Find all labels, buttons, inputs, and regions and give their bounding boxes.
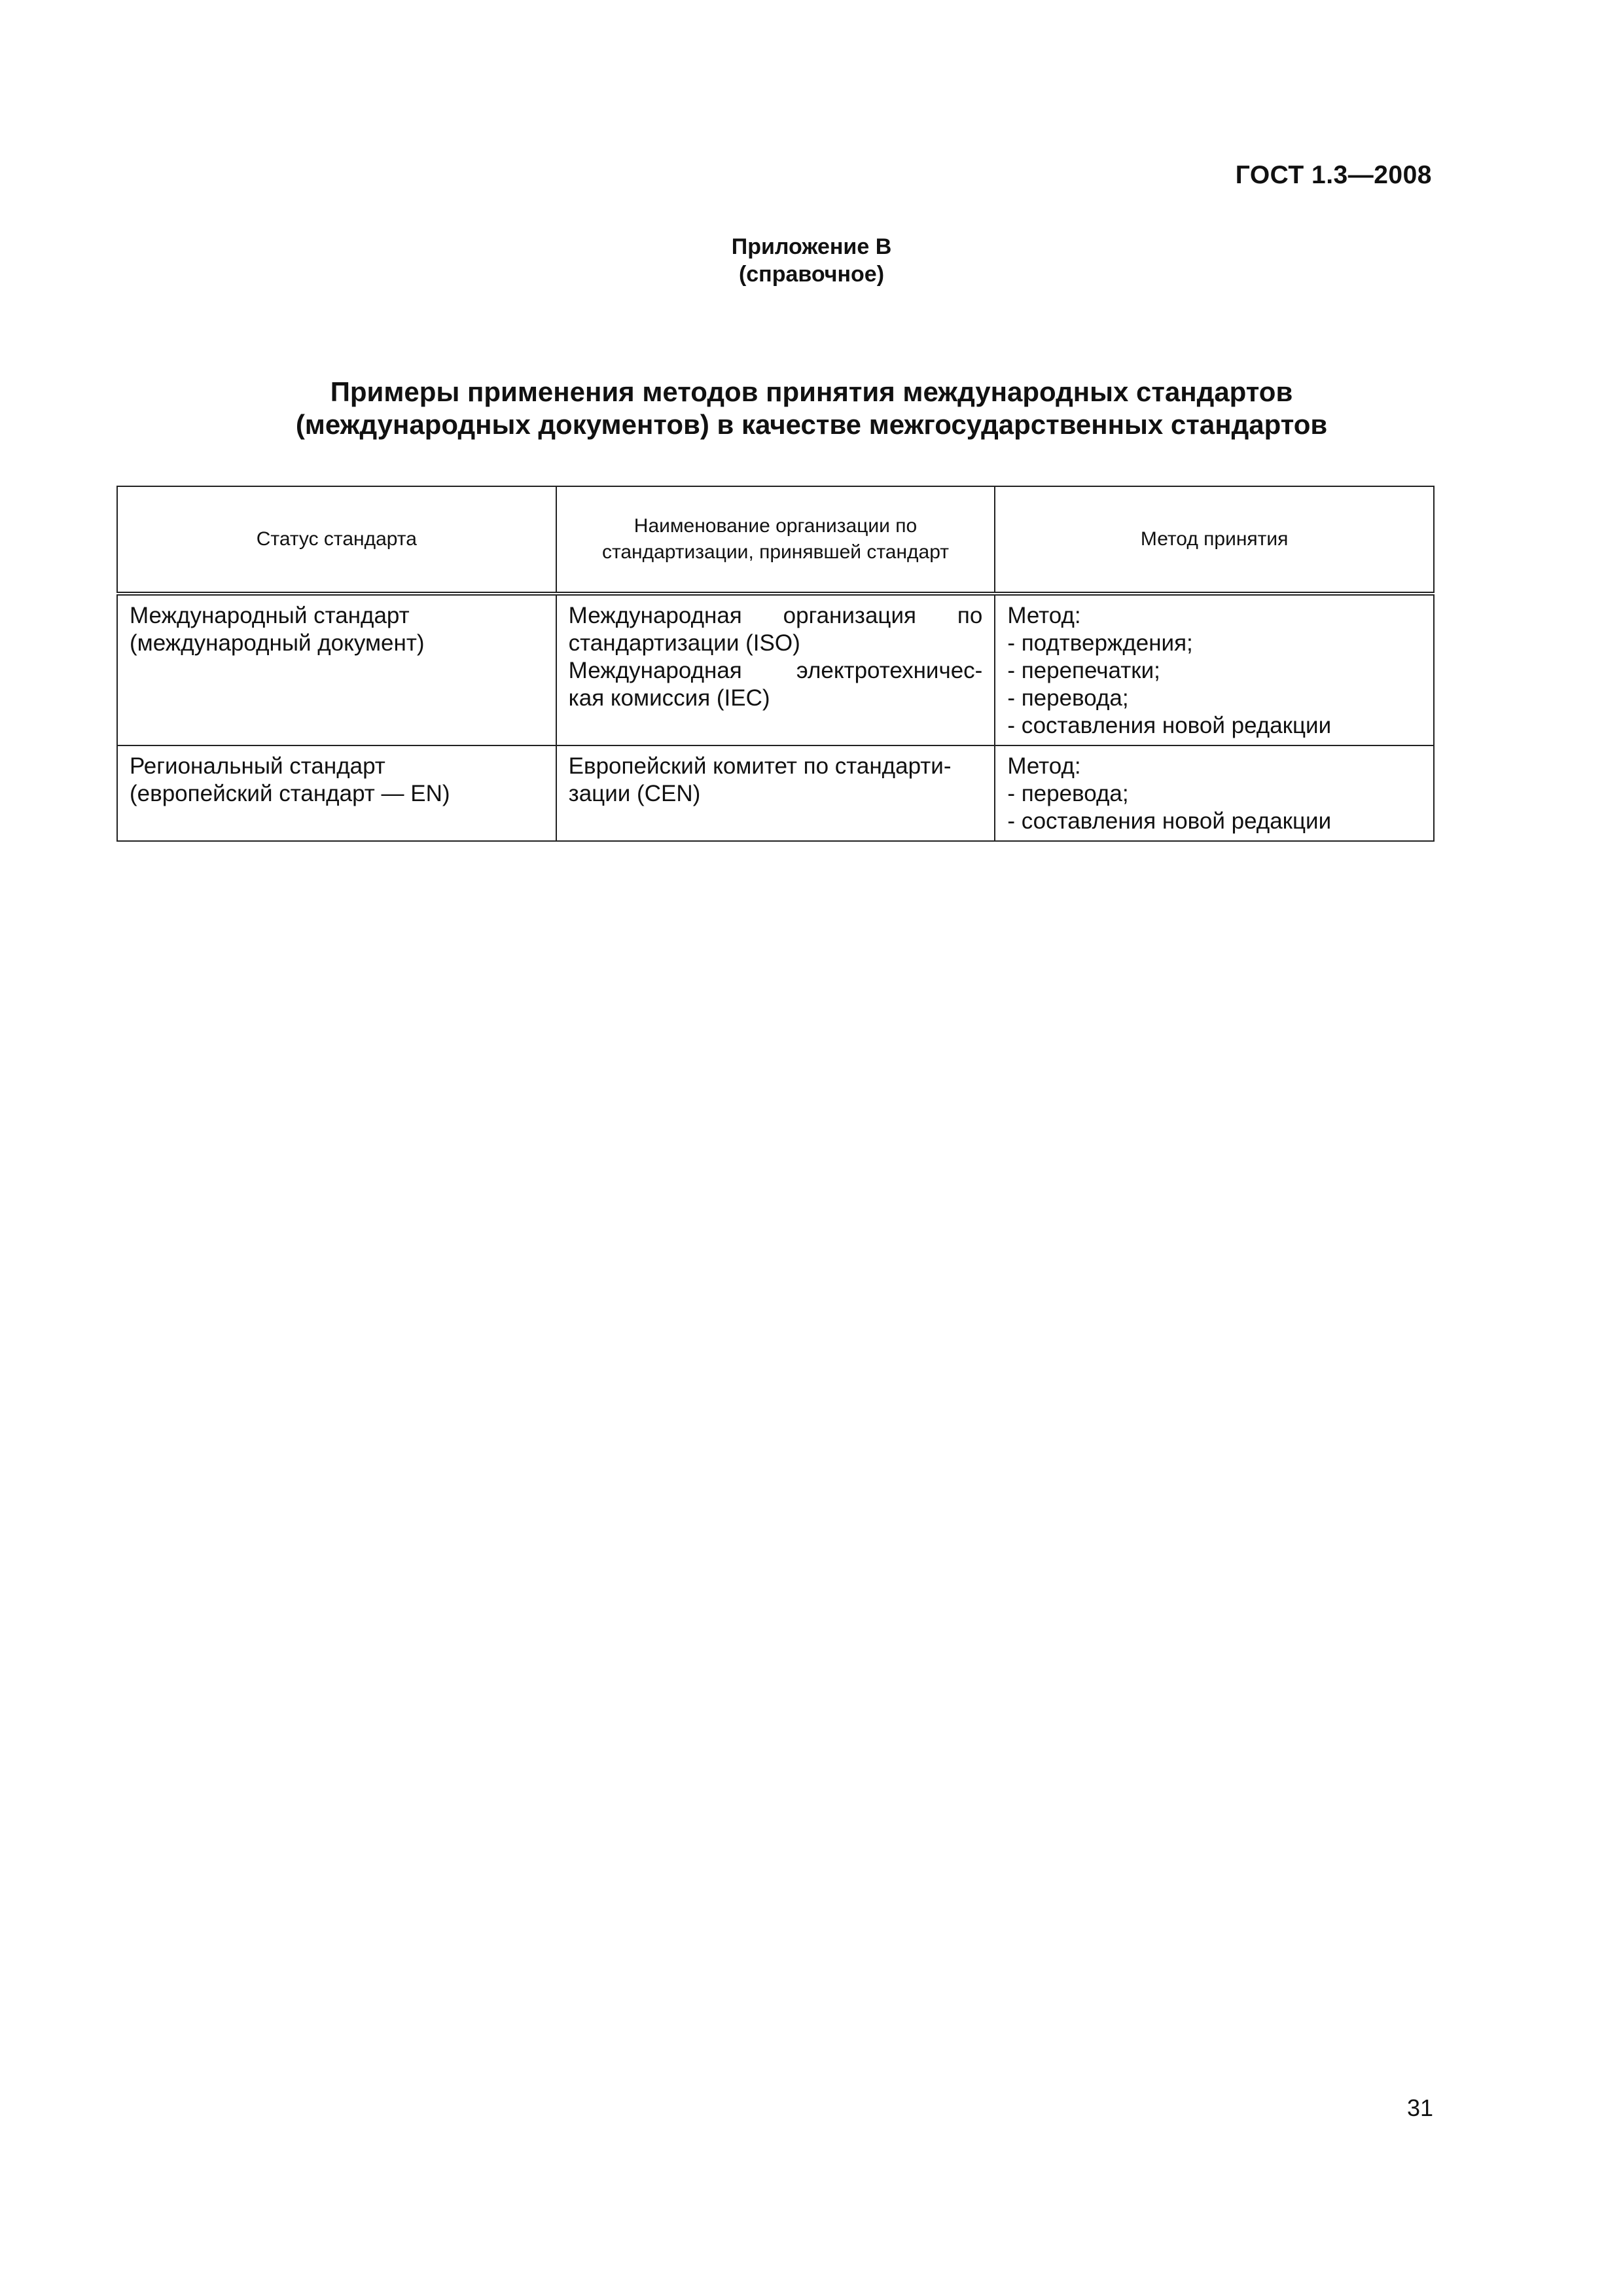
cell-organization <box>556 745 995 841</box>
header-status: Статус стандарта <box>117 486 556 594</box>
cell-line: - составления новой редакции <box>1007 713 1332 738</box>
cell-line: Метод: <box>1007 753 1081 779</box>
cell-method <box>995 745 1434 841</box>
cell-line: Международная организация по <box>568 603 983 628</box>
cell-status <box>117 594 556 745</box>
table-header-row <box>117 486 1434 594</box>
cell-line: Метод: <box>1007 603 1081 628</box>
page-number: 31 <box>1406 2094 1433 2121</box>
header-organization: Наименование организации по стандартизации, принявшей стандарт <box>556 486 995 594</box>
cell-line: - подтверждения; <box>1007 630 1193 656</box>
standards-table <box>116 486 1435 842</box>
cell-line: Международный стандарт <box>130 603 410 628</box>
cell-line: кая комиссия (IEC) <box>568 685 770 711</box>
table-row <box>117 745 1434 841</box>
cell-line: Региональный стандарт <box>130 753 385 779</box>
cell-line: (международный документ) <box>130 630 425 656</box>
cell-line: - перевода; <box>1007 781 1129 806</box>
cell-line: - перевода; <box>1007 685 1129 711</box>
page-title <box>0 376 1623 441</box>
cell-line: (европейский стандарт — EN) <box>130 781 450 806</box>
cell-organization <box>556 594 995 745</box>
appendix-type: (справочное) <box>738 262 885 287</box>
cell-line: - перепечатки; <box>1007 658 1160 683</box>
appendix-label: Приложение В <box>731 234 892 259</box>
cell-method <box>995 594 1434 745</box>
header-method: Метод принятия <box>995 486 1434 594</box>
cell-line: зации (CEN) <box>568 781 701 806</box>
cell-line: - составления новой редакции <box>1007 808 1332 834</box>
cell-line: Международная электротехничес- <box>568 658 983 683</box>
cell-line: стандартизации (ISO) <box>568 630 800 656</box>
title-line-1: Примеры применения методов принятия международных стандартов <box>330 376 1293 407</box>
table-row <box>117 594 1434 745</box>
title-line-2: (международных документов) в качестве межгосударственных стандартов <box>295 409 1328 440</box>
document-code: ГОСТ 1.3—2008 <box>1235 161 1432 189</box>
cell-line: Европейский комитет по стандарти- <box>568 753 952 779</box>
appendix-heading <box>0 233 1623 288</box>
cell-status <box>117 745 556 841</box>
